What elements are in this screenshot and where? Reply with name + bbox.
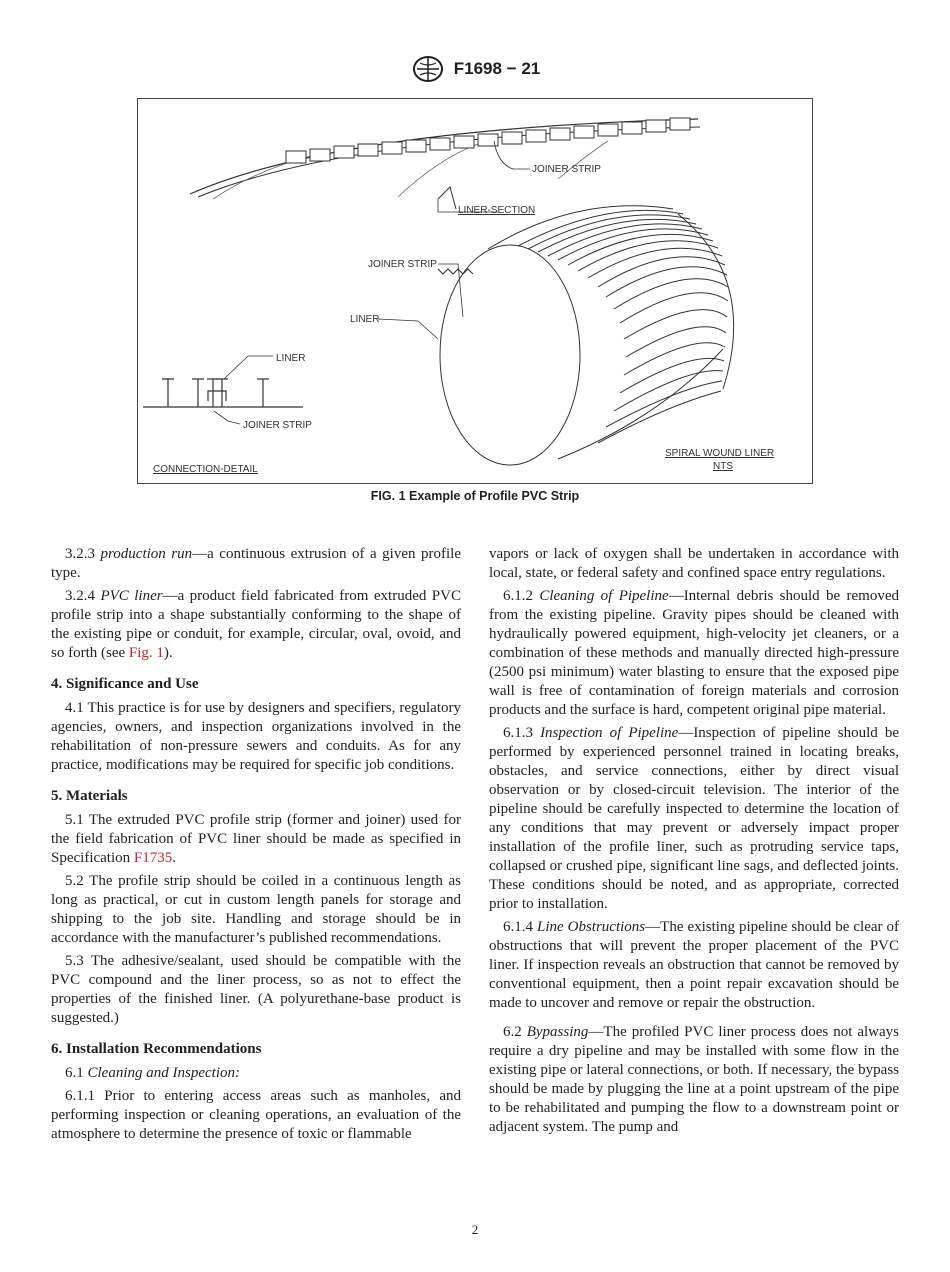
label-joiner-strip-mid: JOINER STRIP bbox=[368, 259, 437, 270]
section-5-heading: 5. Materials bbox=[51, 788, 128, 804]
label-spiral-wound-liner: SPIRAL WOUND LINER bbox=[665, 448, 775, 459]
right-column bbox=[489, 545, 899, 1141]
para-6-2: 6.2 Bypassing—The profiled PVC liner process does not always require a dry pipeline and may be installed with some flow in the existing pipe or lateral connections, or both. If necessary, the bypass should be made by plugging the line at a point upstream of the pipe to be rehabilitated and pumping the flow to a downstream point or adjacent system. The pump and bbox=[489, 1024, 899, 1135]
page-header bbox=[0, 52, 950, 86]
label-liner-detail: LINER bbox=[276, 353, 306, 364]
label-joiner-strip-detail: JOINER STRIP bbox=[243, 420, 312, 431]
para-6-1-1: 6.1.1 Prior to entering access areas such as manholes, and performing inspection or cleaning operations, an evaluation of the atmosphere to determine the presence of toxic or flammable bbox=[51, 1088, 461, 1142]
spiral-wound-pipe bbox=[440, 206, 734, 465]
label-connection-detail: CONNECTION-DETAIL bbox=[153, 464, 258, 475]
para-4-1: 4.1 This practice is for use by designers and specifiers, regulatory agencies, owners, and inspection organizations involved in the rehabilitation of non-pressure sewers and conduits. As for any practice, modifications may be required for specific job conditions. bbox=[51, 700, 461, 773]
figure-1 bbox=[137, 98, 813, 484]
page-number: 2 bbox=[471, 1222, 479, 1237]
para-5-3: 5.3 The adhesive/sealant, used should be compatible with the PVC compound and the liner process, so as not to effect the properties of the finished liner. (A polyurethane-base product is suggested.) bbox=[51, 953, 461, 1026]
para-6-1-3: 6.1.3 Inspection of Pipeline—Inspection of pipeline should be performed by experienced personnel trained in locating breaks, obstacles, and service connections, either by direct visual observation or by closed-circuit television. The interior of the pipeline should be carefully inspected to determine the location of any conditions that may prevent or adversely impact proper installation of the profile liner, such as protruding service taps, collapsed or crushed pipe, significant line sags, and deflected joints. These conditions should be noted, and as appropriate, corrected prior to installation. bbox=[489, 725, 899, 912]
section-4-heading: 4. Significance and Use bbox=[51, 676, 199, 692]
para-6-1-4: 6.1.4 Line Obstructions—The existing pipeline should be clear of obstructions that will prevent the proper placement of the PVC liner. If inspection reveals an obstruction that cannot be removed by conventional equipment, then a point repair excavation should be made to uncover and remove or repair the obstruction. bbox=[489, 919, 899, 1011]
section-6-heading: 6. Installation Recommendations bbox=[51, 1041, 262, 1057]
para-6-1: 6.1 Cleaning and Inspection: bbox=[65, 1065, 240, 1081]
para-6-1-1-continued: vapors or lack of oxygen shall be undertaken in accordance with local, state, or federal safety and confined space entry regulations. bbox=[489, 546, 899, 581]
para-3-2-4: 3.2.4 PVC liner—a product field fabricated from extruded PVC profile strip into a shape substantially conforming to the shape of the existing pipe or conduit, for example, circular, oval, ovoid, and so forth (see Fig. 1). bbox=[51, 588, 461, 661]
liner-section-ribs bbox=[286, 118, 690, 163]
connection-detail-drawing bbox=[143, 379, 303, 407]
label-liner-mid: LINER bbox=[350, 314, 380, 325]
f1735-link[interactable]: F1735 bbox=[133, 850, 173, 866]
para-3-2-3: 3.2.3 production run—a continuous extrusion of a given profile type. bbox=[51, 546, 461, 581]
astm-logo-icon bbox=[410, 54, 446, 84]
left-column bbox=[51, 545, 461, 1148]
profile-pvc-strip-illustration bbox=[138, 99, 814, 485]
para-6-1-2: 6.1.2 Cleaning of Pipeline—Internal debris should be removed from the existing pipeline. Gravity pipes should be cleaned with hydraulically powered equipment, high-velocity jet cleaners, or a combination of these methods and manually directed high-pressure (2500 psi minimum) water blasting to ensure that the exposed pipe wall is free of contamination of foreign materials and corrosion products and the surface is hard, competent original pipe material. bbox=[489, 588, 899, 718]
figure-caption: FIG. 1 Example of Profile PVC Strip bbox=[370, 489, 580, 503]
label-liner-section: LINER-SECTION bbox=[458, 205, 536, 216]
standard-designation: F1698 − 21 bbox=[453, 59, 541, 78]
para-5-1: 5.1 The extruded PVC profile strip (former and joiner) used for the field fabrication of PVC liner should be made as specified in Specification F1735. bbox=[51, 812, 461, 866]
label-nts: NTS bbox=[713, 461, 733, 472]
label-joiner-strip-top: JOINER STRIP bbox=[532, 164, 601, 175]
para-5-2: 5.2 The profile strip should be coiled in a continuous length as long as practical, or cut in custom length panels for storage and shipping to the job site. Handling and storage should be in accordance with the manufacturer’s published recommendations. bbox=[51, 873, 461, 946]
fig-1-link[interactable]: Fig. 1 bbox=[128, 645, 164, 661]
